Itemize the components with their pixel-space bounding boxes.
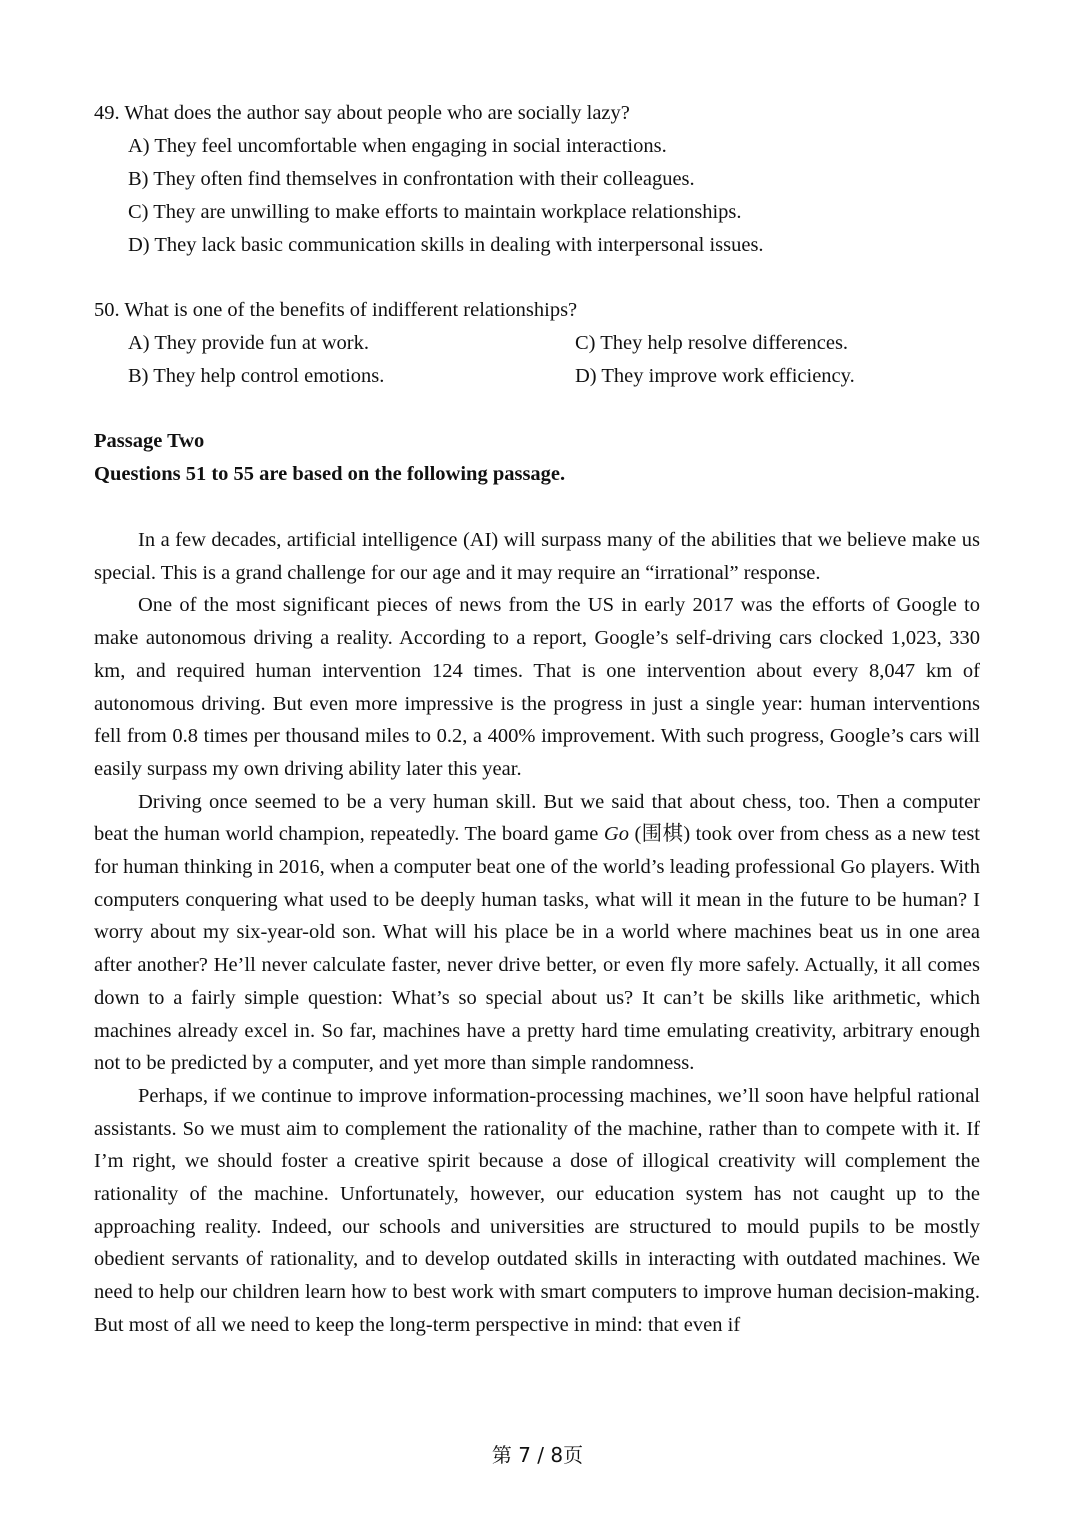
passage-paragraph-2: One of the most significant pieces of news from the US in early 2017 was the efforts of Google to make autonomous driving a reality. According to a report, Google’s self-driving cars clocked 1,023, 330 km, and required human intervention 124 times. That is one intervention about every 8,047 km of autonomous driving. But even more impressive is the progress in just a single year: human interventions fell from 0.8 times per thousand miles to 0.2, a 400% improvement. With such progress, Google’s cars will easily surpass my own driving ability later this year.: [94, 594, 980, 780]
page-number: 第 7 / 8页: [491, 1443, 584, 1467]
question-49-option-d: D) They lack basic communication skills in dealing with interpersonal issues.: [128, 234, 764, 256]
question-49-option-b: B) They often find themselves in confrontation with their colleagues.: [128, 168, 695, 190]
passage-paragraph-4: Perhaps, if we continue to improve information-processing machines, we’ll soon have helpful rational assistants. So we must aim to complement the rationality of the machine, rather than to compete with it. If I’m right, we should foster a creative spirit because a dose of illogical creativity will complement the rationality of the machine. Unfortunately, however, our education system has not caught up to the approaching reality. Indeed, our schools and universities are structured to mould pupils to be mostly obedient servants of rationality, and to develop outdated skills in interacting with outdated machines. We need to help our children learn how to best work with smart computers to improve human decision-making. But most of all we need to keep the long-term perspective in mind: that even if: [94, 1084, 980, 1336]
passage-two-instruction: Questions 51 to 55 are based on the following passage.: [94, 463, 566, 485]
passage-two-body: [94, 524, 980, 1342]
question-49-option-c: C) They are unwilling to make efforts to maintain workplace relationships.: [128, 201, 742, 223]
question-49-stem: 49. What does the author say about people who are socially lazy?: [94, 102, 630, 124]
passage-two-title: Passage Two: [94, 430, 205, 452]
question-50-option-b: B) They help control emotions.: [128, 365, 385, 387]
go-italic-word: Go: [603, 823, 629, 846]
passage-paragraph-1: In a few decades, artificial intelligence (AI) will surpass many of the abilities that we believe make us special. This is a grand challenge for our age and it may require an “irrational” response.: [94, 529, 980, 584]
question-50-option-a: A) They provide fun at work.: [128, 332, 370, 354]
question-50-stem: 50. What is one of the benefits of indifferent relationships?: [94, 299, 578, 321]
paragraph-3-text-before: Driving once seemed to be a very human skill. But we said that about chess, too. Then a computer beat the human world champion, repeatedly. The board game: [94, 790, 980, 846]
paragraph-3-text-after: (围棋) took over from chess as a new test for human thinking in 2016, when a computer beat one of the world’s leading professional Go players. With computers conquering what used to be deeply human tasks, what will it mean in the future to be human? I worry about my six-year-old son. What will his place be in a world where machines beat us in one area after another? He’ll never calculate faster, never drive better, or even fly more safely. Actually, it all comes down to a fairly simple question: What’s so special about us? It can’t be skills like arithmetic, which machines already excel in. So far, machines have a pretty hard time emulating creativity, arbitrary enough not to be predicted by a computer, and yet more than simple randomness.: [94, 823, 980, 1075]
question-49-option-a: A) They feel uncomfortable when engaging in social interactions.: [128, 135, 667, 157]
question-50-option-d: D) They improve work efficiency.: [575, 365, 855, 387]
question-50-option-c: C) They help resolve differences.: [575, 332, 849, 354]
passage-paragraph-3: [94, 786, 980, 1080]
